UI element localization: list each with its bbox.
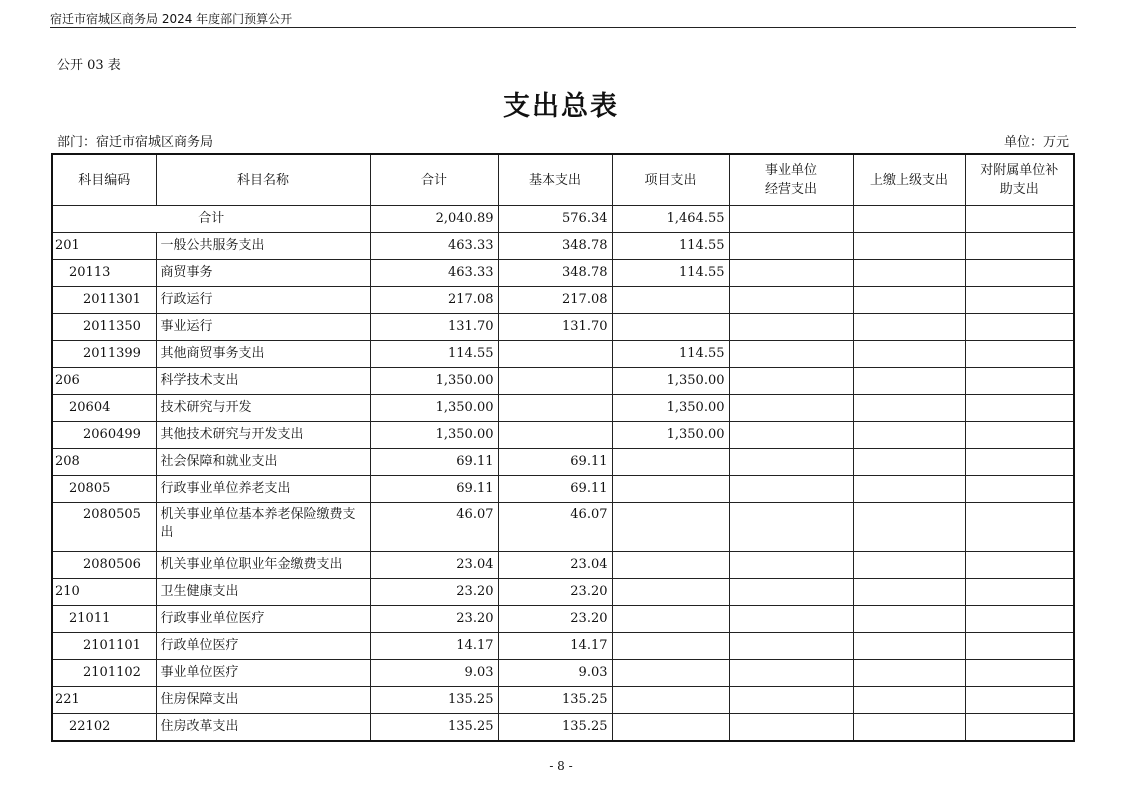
subject-code: 20604 (52, 395, 156, 422)
amount-total: 135.25 (370, 714, 498, 742)
total-project: 1,464.55 (612, 206, 729, 233)
amount-sub (965, 687, 1074, 714)
amount-biz (729, 606, 853, 633)
subject-name: 社会保障和就业支出 (156, 449, 370, 476)
amount-total: 14.17 (370, 633, 498, 660)
subject-name: 一般公共服务支出 (156, 233, 370, 260)
subject-code: 20113 (52, 260, 156, 287)
amount-upper (853, 552, 965, 579)
column-header: 上缴上级支出 (853, 154, 965, 206)
table-row (52, 395, 1074, 422)
subject-name: 商贸事务 (156, 260, 370, 287)
amount-total: 217.08 (370, 287, 498, 314)
amount-total: 9.03 (370, 660, 498, 687)
amount-biz (729, 287, 853, 314)
table-row (52, 552, 1074, 579)
subject-code: 221 (52, 687, 156, 714)
table-row (52, 314, 1074, 341)
amount-sub (965, 368, 1074, 395)
page-number: - 8 - (549, 759, 573, 773)
amount-sub (965, 314, 1074, 341)
amount-total: 1,350.00 (370, 422, 498, 449)
header-rule (50, 27, 1076, 28)
subject-name: 行政单位医疗 (156, 633, 370, 660)
amount-biz (729, 476, 853, 503)
amount-biz (729, 714, 853, 742)
amount-basic: 23.20 (498, 579, 612, 606)
column-header: 事业单位 经营支出 (729, 154, 853, 206)
table-row (52, 503, 1074, 552)
amount-total: 114.55 (370, 341, 498, 368)
subject-name: 住房保障支出 (156, 687, 370, 714)
amount-sub (965, 579, 1074, 606)
amount-basic: 69.11 (498, 476, 612, 503)
table-row (52, 687, 1074, 714)
table-row (52, 287, 1074, 314)
subject-code: 2101102 (52, 660, 156, 687)
table-row (52, 260, 1074, 287)
subject-code: 206 (52, 368, 156, 395)
amount-project (612, 449, 729, 476)
amount-project: 1,350.00 (612, 368, 729, 395)
total-sum: 2,040.89 (370, 206, 498, 233)
amount-basic (498, 341, 612, 368)
subject-code: 2011399 (52, 341, 156, 368)
subject-code: 2011350 (52, 314, 156, 341)
amount-project (612, 503, 729, 552)
total-label: 合计 (52, 206, 370, 233)
amount-sub (965, 476, 1074, 503)
amount-sub (965, 233, 1074, 260)
table-row (52, 422, 1074, 449)
amount-biz (729, 368, 853, 395)
amount-upper (853, 633, 965, 660)
subject-code: 208 (52, 449, 156, 476)
column-header: 项目支出 (612, 154, 729, 206)
amount-basic: 131.70 (498, 314, 612, 341)
subject-code: 2101101 (52, 633, 156, 660)
table-row (52, 476, 1074, 503)
amount-upper (853, 579, 965, 606)
running-header: 宿迁市宿城区商务局 2024 年度部门预算公开 (50, 12, 293, 26)
amount-basic (498, 395, 612, 422)
subject-name: 行政事业单位养老支出 (156, 476, 370, 503)
amount-biz (729, 552, 853, 579)
amount-upper (853, 422, 965, 449)
amount-upper (853, 660, 965, 687)
amount-project: 1,350.00 (612, 395, 729, 422)
amount-project (612, 552, 729, 579)
amount-biz (729, 395, 853, 422)
subject-name: 事业单位医疗 (156, 660, 370, 687)
amount-upper (853, 287, 965, 314)
amount-biz (729, 260, 853, 287)
amount-upper (853, 314, 965, 341)
subject-code: 20805 (52, 476, 156, 503)
table-row (52, 341, 1074, 368)
amount-upper (853, 714, 965, 742)
department-label: 部门：宿迁市宿城区商务局 (57, 135, 214, 150)
amount-project: 114.55 (612, 233, 729, 260)
amount-biz (729, 503, 853, 552)
amount-total: 69.11 (370, 476, 498, 503)
column-header: 基本支出 (498, 154, 612, 206)
column-header: 科目名称 (156, 154, 370, 206)
subject-name: 其他技术研究与开发支出 (156, 422, 370, 449)
amount-total: 131.70 (370, 314, 498, 341)
amount-biz (729, 341, 853, 368)
amount-upper (853, 503, 965, 552)
amount-biz (729, 422, 853, 449)
subject-name: 住房改革支出 (156, 714, 370, 742)
amount-basic: 217.08 (498, 287, 612, 314)
amount-basic: 135.25 (498, 687, 612, 714)
table-header-row (52, 154, 1074, 206)
subject-name: 技术研究与开发 (156, 395, 370, 422)
total-row (52, 206, 1074, 233)
subject-code: 2080506 (52, 552, 156, 579)
amount-biz (729, 633, 853, 660)
amount-basic: 69.11 (498, 449, 612, 476)
amount-biz (729, 449, 853, 476)
amount-total: 463.33 (370, 260, 498, 287)
amount-biz (729, 660, 853, 687)
subject-name: 行政运行 (156, 287, 370, 314)
amount-basic (498, 422, 612, 449)
amount-sub (965, 341, 1074, 368)
total-basic: 576.34 (498, 206, 612, 233)
subject-code: 210 (52, 579, 156, 606)
table-row (52, 449, 1074, 476)
amount-sub (965, 287, 1074, 314)
amount-upper (853, 476, 965, 503)
amount-project (612, 660, 729, 687)
subject-name: 科学技术支出 (156, 368, 370, 395)
amount-basic: 348.78 (498, 260, 612, 287)
amount-biz (729, 579, 853, 606)
amount-sub (965, 606, 1074, 633)
amount-sub (965, 714, 1074, 742)
page-title: 支出总表 (503, 91, 619, 122)
table-row (52, 633, 1074, 660)
amount-basic: 348.78 (498, 233, 612, 260)
amount-upper (853, 395, 965, 422)
amount-upper (853, 233, 965, 260)
subject-code: 2060499 (52, 422, 156, 449)
amount-project (612, 476, 729, 503)
amount-basic: 14.17 (498, 633, 612, 660)
table-row (52, 368, 1074, 395)
table-row (52, 714, 1074, 742)
unit-label: 单位：万元 (1003, 135, 1069, 150)
expenditure-table (51, 153, 1075, 742)
amount-upper (853, 341, 965, 368)
amount-sub (965, 633, 1074, 660)
subject-name: 卫生健康支出 (156, 579, 370, 606)
amount-project: 1,350.00 (612, 422, 729, 449)
amount-total: 23.20 (370, 606, 498, 633)
amount-project: 114.55 (612, 260, 729, 287)
amount-upper (853, 260, 965, 287)
column-header: 科目编码 (52, 154, 156, 206)
table-row (52, 579, 1074, 606)
amount-basic: 23.04 (498, 552, 612, 579)
table-row (52, 660, 1074, 687)
amount-upper (853, 449, 965, 476)
subject-name: 其他商贸事务支出 (156, 341, 370, 368)
amount-total: 23.04 (370, 552, 498, 579)
total-biz (729, 206, 853, 233)
amount-basic: 23.20 (498, 606, 612, 633)
amount-upper (853, 606, 965, 633)
amount-sub (965, 260, 1074, 287)
amount-project (612, 633, 729, 660)
amount-project (612, 579, 729, 606)
table-number: 公开 03 表 (57, 58, 121, 73)
total-sub (965, 206, 1074, 233)
subject-name: 行政事业单位医疗 (156, 606, 370, 633)
subject-code: 2080505 (52, 503, 156, 552)
subject-code: 201 (52, 233, 156, 260)
amount-sub (965, 660, 1074, 687)
amount-basic: 9.03 (498, 660, 612, 687)
amount-upper (853, 687, 965, 714)
subject-code: 21011 (52, 606, 156, 633)
amount-sub (965, 449, 1074, 476)
amount-biz (729, 233, 853, 260)
amount-total: 23.20 (370, 579, 498, 606)
amount-basic: 46.07 (498, 503, 612, 552)
column-header: 对附属单位补 助支出 (965, 154, 1074, 206)
amount-total: 46.07 (370, 503, 498, 552)
subject-name: 机关事业单位基本养老保险缴费支出 (156, 503, 370, 552)
amount-project (612, 287, 729, 314)
amount-project (612, 714, 729, 742)
amount-basic (498, 368, 612, 395)
column-header: 合计 (370, 154, 498, 206)
amount-basic: 135.25 (498, 714, 612, 742)
amount-total: 135.25 (370, 687, 498, 714)
amount-project (612, 606, 729, 633)
subject-code: 2011301 (52, 287, 156, 314)
table-row (52, 606, 1074, 633)
amount-sub (965, 395, 1074, 422)
total-upper (853, 206, 965, 233)
amount-total: 463.33 (370, 233, 498, 260)
amount-sub (965, 503, 1074, 552)
table-row (52, 233, 1074, 260)
amount-project: 114.55 (612, 341, 729, 368)
subject-name: 机关事业单位职业年金缴费支出 (156, 552, 370, 579)
amount-sub (965, 422, 1074, 449)
amount-total: 1,350.00 (370, 395, 498, 422)
amount-upper (853, 368, 965, 395)
amount-total: 69.11 (370, 449, 498, 476)
amount-biz (729, 687, 853, 714)
subject-name: 事业运行 (156, 314, 370, 341)
amount-sub (965, 552, 1074, 579)
subject-code: 22102 (52, 714, 156, 742)
amount-biz (729, 314, 853, 341)
amount-total: 1,350.00 (370, 368, 498, 395)
amount-project (612, 314, 729, 341)
amount-project (612, 687, 729, 714)
